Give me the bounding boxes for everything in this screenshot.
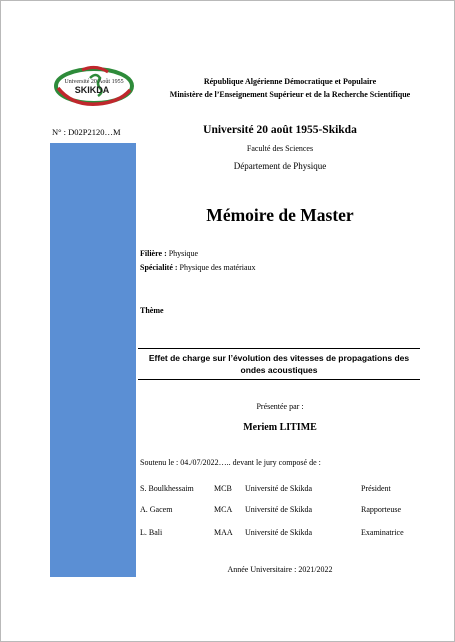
academic-year: Année Universitaire : 2021/2022 [227,565,333,574]
side-color-bar [50,143,136,577]
specialite-value: Physique des matériaux [177,263,256,272]
document-title: Mémoire de Master [206,205,354,225]
theme-rule-top [138,348,420,349]
department-name: Département de Physique [233,161,327,171]
specialite-line [140,263,256,272]
filiere-line [140,249,198,258]
specialite-label: Spécialité : [140,263,178,272]
university-logo [52,62,136,110]
jury-grade: MCA [214,505,233,514]
jury-role: Rapporteuse [361,505,401,514]
jury-grade: MAA [214,528,233,537]
presented-by-label: Présentée par : [256,402,304,411]
svg-text:Université 20 Août 1955: Université 20 Août 1955 [64,79,124,85]
svg-text:SKIKDA: SKIKDA [74,85,110,95]
author-name: Meriem LITIME [243,422,317,433]
reference-number: N° : D02P2120…M [52,127,121,137]
jury-institution: Université de Skikda [245,505,313,514]
university-name: Université 20 août 1955-Skikda [203,124,357,136]
jury-role: Examinatrice [361,528,404,537]
theme-rule-bottom [138,379,420,380]
jury-institution: Université de Skikda [245,528,313,537]
theme-title: Effet de charge sur l’évolution des vitesses de propagations des ondes acoustiques [148,353,410,375]
republic-heading: République Algérienne Démocratique et Populaire [203,77,377,86]
jury-institution: Université de Skikda [245,484,313,493]
jury-role: Président [361,484,391,493]
jury-name: S. Boulkhessaim [140,484,194,493]
ministry-heading: Ministère de l’Enseignement Supérieur et de la Recherche Scientifique [169,90,411,99]
faculty-name: Faculté des Sciences [246,144,314,153]
jury-name: A. Gacem [140,505,173,514]
jury-name: L. Bali [140,528,163,537]
defense-date-line: Soutenu le : 04./07/2022….. devant le jury composé de : [140,458,321,467]
filiere-label: Filière : [140,249,167,258]
theme-label: Thème [140,306,164,315]
filiere-value: Physique [166,249,199,258]
jury-grade: MCB [214,484,232,493]
